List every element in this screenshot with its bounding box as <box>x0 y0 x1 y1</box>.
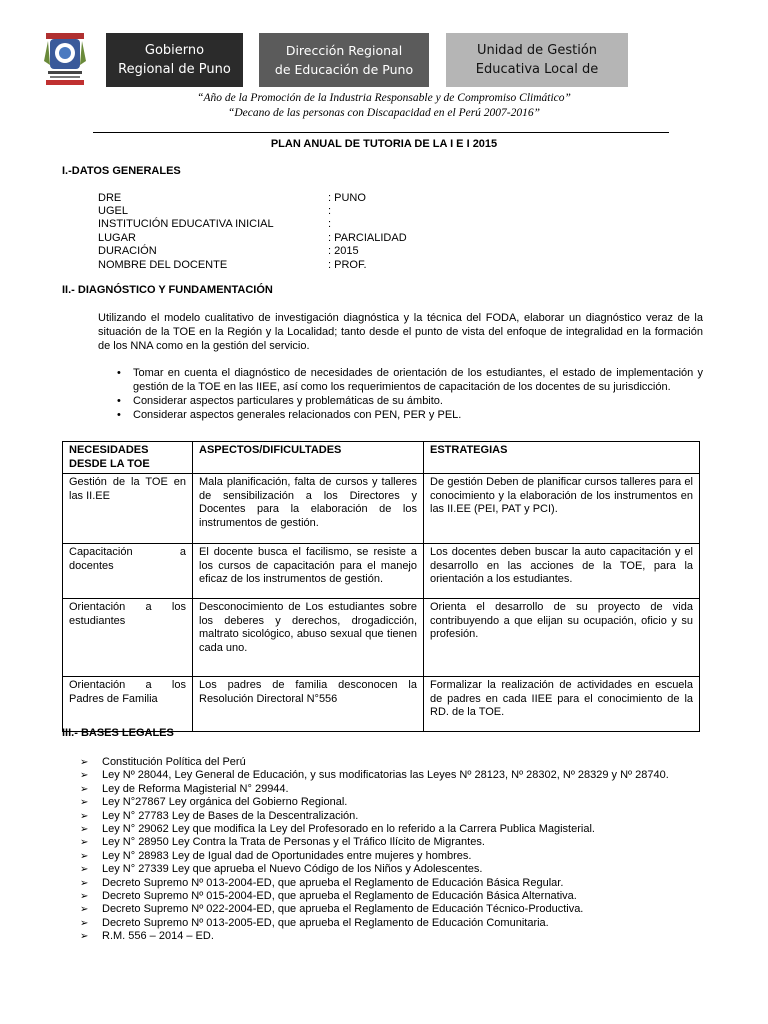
header-box-direccion <box>259 33 429 87</box>
legal-item-text: Ley N°27867 Ley orgánica del Gobierno Regional. <box>102 796 348 809</box>
table-header-estrategias: ESTRATEGIAS <box>424 442 700 474</box>
motto-line-1: “Año de la Promoción de la Industria Responsable y de Compromiso Climático” <box>197 92 571 104</box>
diagnostico-paragraph: Utilizando el modelo cualitativo de investigación diagnóstica y la técnica del FODA, elaborar un diagnóstico veraz de la situación de la TOE en la Región y la Localidad; tanto desde el punto de vista del enfoque de integralidad en la formación de los NNA como en la gestión del servicio. <box>98 312 703 352</box>
arrow-bullet-icon: ➢ <box>80 891 89 903</box>
bases-legales-list <box>80 756 720 944</box>
list-item <box>80 877 720 890</box>
arrow-bullet-icon: ➢ <box>80 864 89 876</box>
header-box-ugel <box>446 33 628 87</box>
table-cell: Orientación a los estudiantes <box>63 599 193 677</box>
datos-value-ugel: : <box>328 205 332 217</box>
arrow-bullet-icon: ➢ <box>80 810 89 822</box>
table-cell: Orientación a los Padres de Familia <box>63 677 193 732</box>
section-heading-bases: III.- BASES LEGALES <box>62 727 174 739</box>
datos-value-docente: : PROF. <box>328 259 367 271</box>
datos-value-lugar: : PARCIALIDAD <box>328 232 407 244</box>
table-cell: Gestión de la TOE en las II.EE <box>63 474 193 544</box>
list-item <box>80 836 720 849</box>
regional-coat-of-arms-icon <box>42 31 88 87</box>
datos-label-ugel: UGEL <box>98 205 128 217</box>
list-item <box>80 796 720 809</box>
arrow-bullet-icon: ➢ <box>80 917 89 929</box>
datos-value-duracion: : 2015 <box>328 245 359 257</box>
legal-item-text: Ley N° 29062 Ley que modifica la Ley del Profesorado en lo referido a la Carrera Publica Magisterial. <box>102 823 595 836</box>
header-box-ugel-line2: Educativa Local de <box>475 62 599 77</box>
table-cell: Mala planificación, falta de cursos y talleres de sensibilización a los Directores y Docentes para la elaboración de los instrumentos de gestión. <box>193 474 424 544</box>
legal-item-text: Ley N° 28950 Ley Contra la Trata de Personas y el Tráfico Ilícito de Migrantes. <box>102 836 485 849</box>
arrow-bullet-icon: ➢ <box>80 824 89 836</box>
legal-item-text: Ley N° 27783 Ley de Bases de la Descentralización. <box>102 809 359 822</box>
table-cell: Capacitación a docentes <box>63 544 193 599</box>
legal-item-text: Decreto Supremo Nº 013-2004-ED, que aprueba el Reglamento de Educación Básica Regular. <box>102 876 564 889</box>
table-row <box>63 474 700 544</box>
list-item <box>80 769 720 782</box>
legal-item-text: Ley de Reforma Magisterial N° 29944. <box>102 782 289 795</box>
list-item <box>80 850 720 863</box>
header-box-ugel-line1: Unidad de Gestión <box>476 43 598 58</box>
arrow-bullet-icon: ➢ <box>80 931 89 943</box>
table-header-necesidades: NECESIDADES DESDE LA TOE <box>63 442 193 474</box>
arrow-bullet-icon: ➢ <box>80 757 89 768</box>
bullet-text: Considerar aspectos generales relacionados con PEN, PER y PEL. <box>133 409 462 421</box>
arrow-bullet-icon: ➢ <box>80 770 89 782</box>
list-item <box>80 917 720 930</box>
list-item <box>80 890 720 903</box>
bullet-icon: • <box>117 395 121 407</box>
header-divider <box>93 132 669 133</box>
bullet-icon: • <box>117 409 121 421</box>
table-cell: Los padres de familia desconocen la Resolución Directoral N°556 <box>193 677 424 732</box>
table-cell: El docente busca el facilismo, se resiste a los cursos de capacitación para el manejo eficaz de los instrumentos de gestión. <box>193 544 424 599</box>
legal-item-text: Decreto Supremo Nº 013-2005-ED, que aprueba el Reglamento de Educación Comunitaria. <box>102 916 549 929</box>
table-cell: Los docentes deben buscar la auto capacitación y el desarrollo en las acciones de la TOE, para la orientación a los estudiantes. <box>424 544 700 599</box>
legal-item-text: Decreto Supremo Nº 015-2004-ED, que aprueba el Reglamento de Educación Básica Alternativa. <box>102 890 577 903</box>
list-item <box>98 394 703 408</box>
arrow-bullet-icon: ➢ <box>80 797 89 809</box>
header-box-direccion-line2: de Educación de Puno <box>274 62 414 77</box>
list-item <box>80 756 720 769</box>
list-item <box>80 930 720 943</box>
list-item <box>80 903 720 916</box>
legal-item-text: Ley N° 27339 Ley que aprueba el Nuevo Código de los Niños y Adolescentes. <box>102 863 483 876</box>
header-box-gobierno-line1: Gobierno <box>144 43 205 58</box>
datos-label-institucion: INSTITUCIÓN EDUCATIVA INICIAL <box>98 218 274 230</box>
motto-line-2: “Decano de las personas con Discapacidad en el Perú 2007-2016” <box>227 107 541 119</box>
arrow-bullet-icon: ➢ <box>80 850 89 862</box>
legal-item-text: R.M. 556 – 2014 – ED. <box>102 930 214 943</box>
legal-item-text: Ley N° 28983 Ley de Igual dad de Oportunidades entre mujeres y hombres. <box>102 849 472 862</box>
arrow-bullet-icon: ➢ <box>80 877 89 889</box>
datos-value-institucion: : <box>328 218 332 230</box>
header-box-gobierno-line2: Regional de Puno <box>118 62 231 77</box>
table-cell: De gestión Deben de planificar cursos talleres para el conocimiento y la elaboración de los instrumentos en las II.EE (PEI, PAT y PCI). <box>424 474 700 544</box>
list-item <box>80 863 720 876</box>
arrow-bullet-icon: ➢ <box>80 837 89 849</box>
diagnostico-bullet-list <box>98 366 703 422</box>
section-heading-diagnostico: II.- DIAGNÓSTICO Y FUNDAMENTACIÓN <box>62 284 273 296</box>
bullet-icon: • <box>117 367 121 379</box>
legal-item-text: Decreto Supremo Nº 022-2004-ED, que aprueba el Reglamento de Educación Técnico-Productiva. <box>102 903 584 916</box>
bullet-text: Considerar aspectos particulares y problemáticas de su ámbito. <box>133 395 443 407</box>
table-row <box>63 544 700 599</box>
table-header-row <box>63 442 700 474</box>
document-title: PLAN ANUAL DE TUTORIA DE LA I E I 2015 <box>270 138 498 150</box>
list-item <box>80 823 720 836</box>
header-box-gobierno <box>106 33 243 87</box>
list-item <box>80 783 720 796</box>
legal-item-text: Constitución Política del Perú <box>102 756 246 768</box>
bullet-text: Tomar en cuenta el diagnóstico de necesidades de orientación de los estudiantes, el estado de implementación y gestión de la TOE en las IIEE, así como los requerimientos de capacitación de los docentes de su jurisdicción. <box>133 367 703 393</box>
legal-item-text: Ley Nº 28044, Ley General de Educación, y sus modificatorias las Leyes Nº 28123, Nº 28302, Nº 28329 y Nº 28740. <box>102 769 669 782</box>
datos-value-dre: : PUNO <box>328 192 366 204</box>
list-item <box>98 408 703 422</box>
datos-label-duracion: DURACIÓN <box>98 245 157 257</box>
arrow-bullet-icon: ➢ <box>80 904 89 916</box>
needs-table <box>62 441 700 732</box>
datos-label-dre: DRE <box>98 192 122 204</box>
table-row <box>63 599 700 677</box>
datos-label-docente: NOMBRE DEL DOCENTE <box>98 259 228 271</box>
table-header-aspectos: ASPECTOS/DIFICULTADES <box>193 442 424 474</box>
section-heading-datos: I.-DATOS GENERALES <box>62 165 181 177</box>
table-cell: Orienta el desarrollo de su proyecto de vida contribuyendo a que elijan su ocupación, oficio y su profesión. <box>424 599 700 677</box>
table-cell: Formalizar la realización de actividades en escuela de padres en cada IIEE para el conocimiento de la RD. de la TOE. <box>424 677 700 732</box>
table-cell: Desconocimiento de Los estudiantes sobre los deberes y derechos, drogadicción, maltrato sicológico, abuso sexual que tienen cada uno. <box>193 599 424 677</box>
list-item <box>80 810 720 823</box>
datos-label-lugar: LUGAR <box>98 232 136 244</box>
arrow-bullet-icon: ➢ <box>80 783 89 795</box>
list-item <box>98 366 703 394</box>
table-row <box>63 677 700 732</box>
header-box-direccion-line1: Dirección Regional <box>285 43 403 58</box>
